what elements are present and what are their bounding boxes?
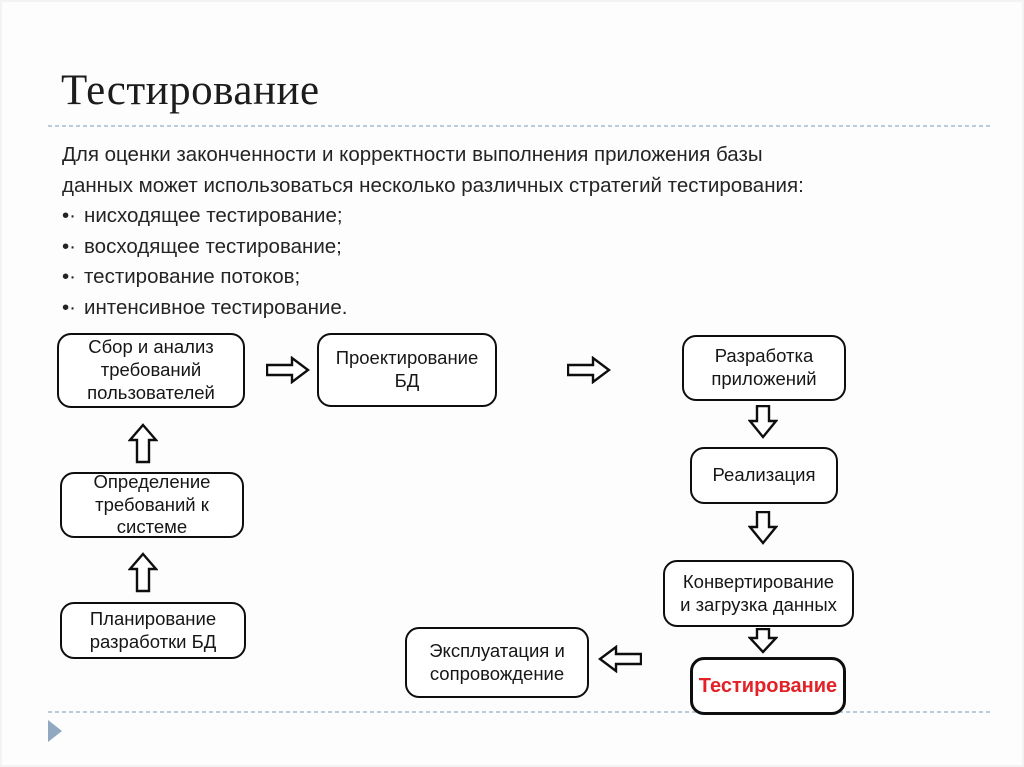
arrow-left-icon [598, 645, 642, 673]
bullet-marker: •· [62, 265, 77, 288]
intro-line-2: данных может использоваться несколько различных стратегий тестирования: [62, 173, 804, 197]
bullet-item [62, 232, 804, 263]
arrow-down-icon [748, 628, 778, 654]
box-line: требований к [95, 493, 209, 515]
intro-line-1: Для оценки законченности и корректности выполнения приложения базы [62, 143, 763, 166]
box-line: Проектирование [335, 347, 479, 369]
box-line-testing: Тестирование [698, 674, 838, 697]
bullet-marker: •· [62, 295, 77, 319]
arrow-up-icon [128, 423, 158, 464]
bullet-text: восходящее тестирование; [84, 234, 342, 258]
bullet-marker: •· [62, 234, 77, 258]
box-implementation [690, 447, 838, 504]
box-line: пользователей [87, 381, 215, 403]
arrow-up-icon [128, 552, 158, 593]
arrow-down-icon [748, 405, 778, 439]
box-line: Эксплуатация и [429, 639, 565, 661]
box-line: Планирование [89, 607, 217, 629]
title-divider [48, 125, 990, 127]
footer-divider [48, 711, 990, 713]
box-line: и загрузка данных [680, 593, 837, 615]
box-data-conversion [663, 560, 854, 627]
box-line: Разработка [714, 345, 814, 367]
box-line: требований [100, 359, 202, 381]
arrow-down-icon [748, 511, 778, 545]
arrow-right-icon [266, 356, 310, 384]
box-testing [690, 657, 846, 715]
box-line: Реализация [712, 464, 816, 486]
box-line: Определение [93, 470, 211, 492]
box-line: БД [394, 370, 420, 391]
bullet-item [62, 201, 804, 232]
box-operation-maintenance [405, 627, 589, 698]
bullet-text: интенсивное тестирование. [84, 295, 348, 319]
box-requirements-gathering [57, 333, 245, 408]
box-line: системе [116, 516, 188, 538]
bullet-text: нисходящее тестирование; [84, 204, 343, 227]
slide-marker-triangle-icon [48, 720, 62, 742]
page-title: Тестирование [61, 67, 320, 114]
box-line: Сбор и анализ [88, 336, 214, 358]
bullet-marker: •· [62, 204, 77, 227]
bullet-text: тестирование потоков; [84, 265, 301, 288]
box-line: сопровождение [429, 662, 565, 684]
arrow-right-icon [567, 356, 611, 384]
bullet-list [62, 201, 804, 323]
box-db-planning [60, 602, 246, 659]
bullet-item [62, 262, 804, 293]
box-line: приложений [711, 368, 817, 389]
intro-paragraph [62, 140, 804, 323]
bullet-item [62, 293, 804, 324]
box-line: разработки БД [89, 630, 217, 652]
box-db-design [317, 333, 497, 407]
box-line: Конвертирование [682, 570, 835, 592]
box-app-development [682, 335, 846, 401]
box-system-requirements [60, 472, 244, 538]
